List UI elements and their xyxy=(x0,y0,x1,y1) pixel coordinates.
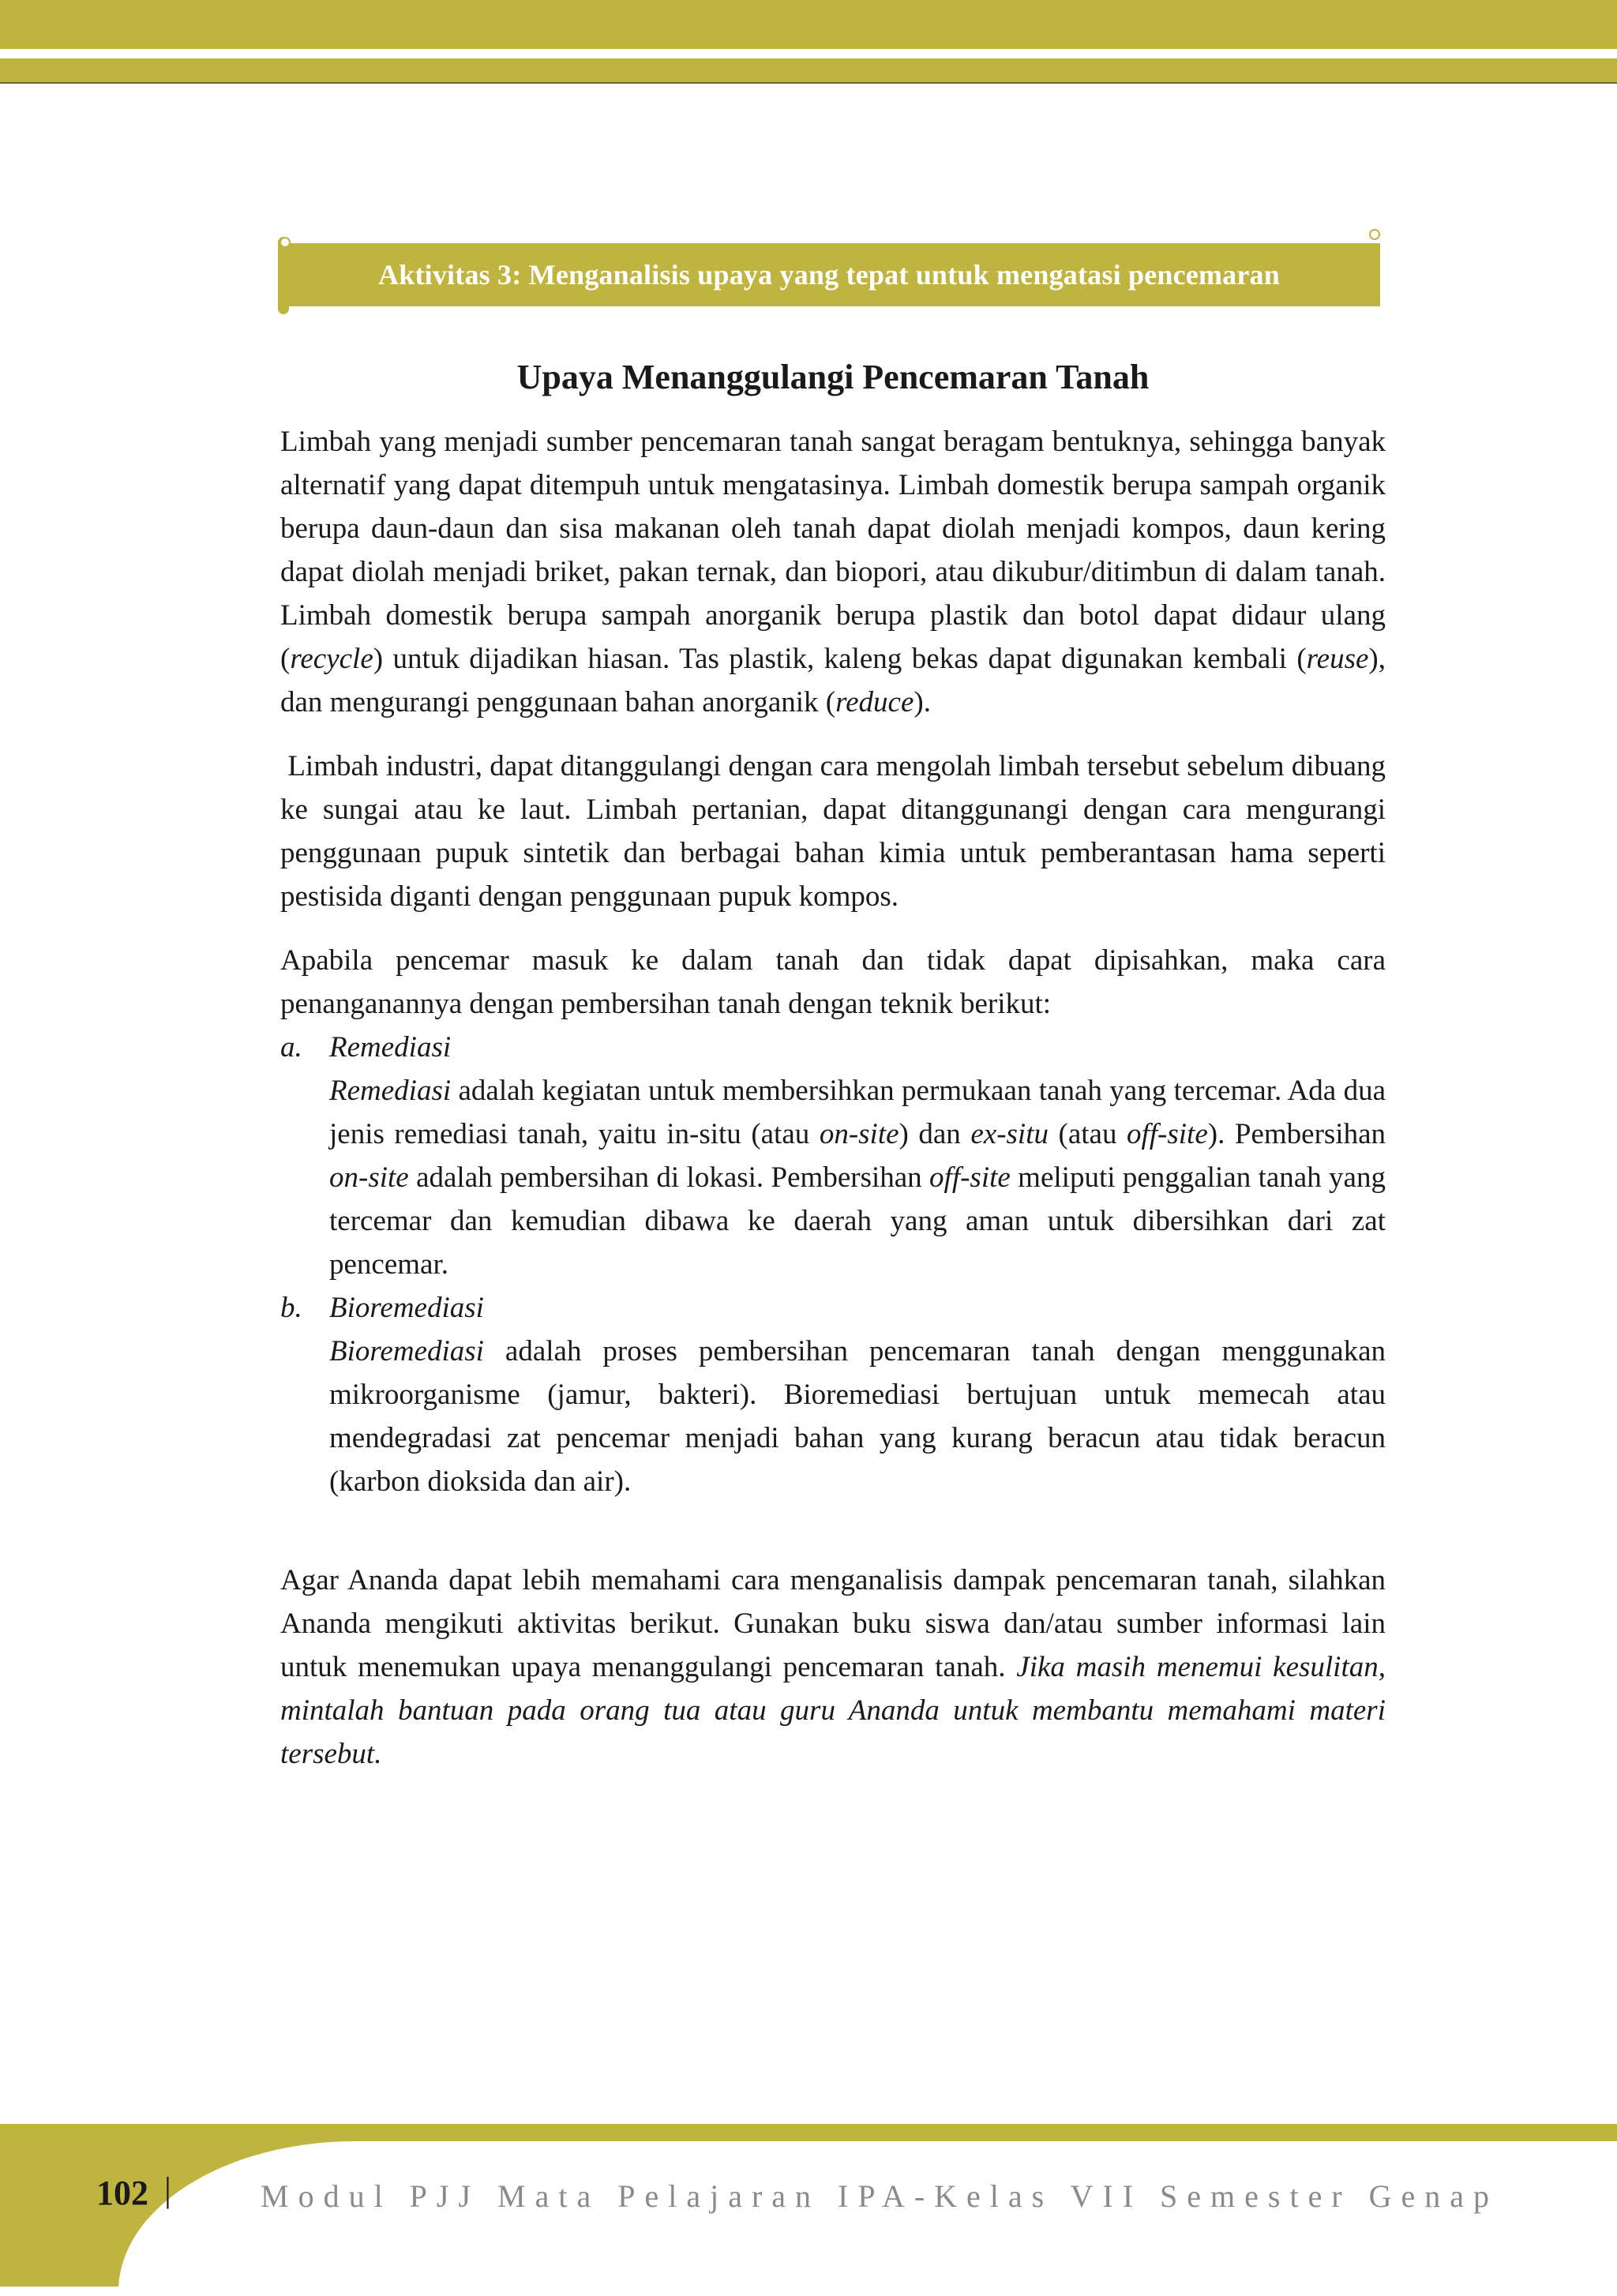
footer-curve xyxy=(118,2141,1617,2296)
scroll-curl-right-decoration xyxy=(1369,229,1380,240)
page-separator: | xyxy=(164,2170,171,2209)
list-item-a-heading xyxy=(280,1026,1386,1069)
scroll-curl-left-decoration xyxy=(280,237,291,248)
italic-note: Jika masih menemui kesulitan, mintalah bantuan pada orang tua atau guru Ananda untuk membantu memahami materi tersebut. xyxy=(280,1651,1386,1770)
text-run: ) dan xyxy=(899,1118,971,1150)
page-number: 102 xyxy=(96,2174,148,2212)
text-run: ), dan mengurangi penggunaan bahan anorganik ( xyxy=(280,643,1386,718)
list-item-b-heading xyxy=(280,1286,1386,1330)
activity-banner xyxy=(278,243,1380,306)
activity-label: Aktivitas 3: Menganalisis upaya yang tepat untuk mengatasi pencemaran xyxy=(378,259,1280,291)
italic-term: on-site xyxy=(329,1161,409,1194)
paragraph-closing xyxy=(280,1559,1386,1776)
italic-term: Remediasi xyxy=(329,1075,452,1107)
text-run: adalah pembersihan di lokasi. Pembersihan xyxy=(408,1161,930,1194)
top-banner xyxy=(0,0,1617,49)
text-run: adalah kegiatan untuk membersihkan permukaan tanah yang tercemar. Ada dua jenis remediasi tanah, yaitu in-situ (atau xyxy=(329,1075,1386,1150)
text-run: Agar Ananda dapat lebih memahami cara menganalisis dampak pencemaran tanah, silahkan Ananda mengikuti aktivitas berikut. Gunakan buku siswa dan/atau sumber informasi lain untuk menemukan upaya menanggulangi pencemaran tanah. xyxy=(280,1564,1386,1683)
list-marker: b. xyxy=(280,1292,302,1324)
top-banner-lower xyxy=(0,58,1617,84)
footer-module-title: Modul PJJ Mata Pelajaran IPA-Kelas VII Semester Genap xyxy=(261,2178,1499,2214)
list-item-a-body xyxy=(329,1069,1386,1286)
text-run: ) untuk dijadikan hiasan. Tas plastik, kaleng bekas dapat digunakan kembali ( xyxy=(373,643,1307,675)
text-run: adalah proses pembersihan pencemaran tanah dengan menggunakan mikroorganisme (jamur, bakteri). Bioremediasi bertujuan untuk memecah atau mendegradasi zat pencemar menjadi bahan yang kurang beracun atau tidak beracun (karbon dioksida dan air). xyxy=(329,1335,1386,1498)
text-run: ). xyxy=(914,686,931,718)
italic-term: on-site xyxy=(819,1118,899,1150)
section-title: Upaya Menanggulangi Pencemaran Tanah xyxy=(516,358,1150,396)
text-run: meliputi penggalian tanah yang tercemar dan kemudian dibawa ke daerah yang aman untuk dibersihkan dari zat pencemar. xyxy=(329,1161,1386,1281)
italic-term: off-site xyxy=(1127,1118,1208,1150)
paragraph-intro xyxy=(280,420,1386,724)
list-item-label: Remediasi xyxy=(329,1031,452,1064)
italic-term: off-site xyxy=(929,1161,1011,1194)
text-run: (atau xyxy=(1048,1118,1127,1150)
list-marker: a. xyxy=(280,1031,302,1064)
text-run: ). Pembersihan xyxy=(1207,1118,1386,1150)
paragraph-techniques: Apabila pencemar masuk ke dalam tanah dan tidak dapat dipisahkan, maka cara penanganannya dengan pembersihan tanah dengan teknik berikut: xyxy=(280,944,1386,1020)
italic-term: reuse xyxy=(1306,643,1369,675)
list-item-b-body xyxy=(329,1330,1386,1503)
italic-term: Bioremediasi xyxy=(329,1335,484,1367)
text-run: Limbah yang menjadi sumber pencemaran tanah sangat beragam bentuknya, sehingga banyak alternatif yang dapat ditempuh untuk mengatasinya. Limbah domestik berupa sampah organik berupa daun-daun dan sisa makanan oleh tanah dapat diolah menjadi kompos, daun kering dapat diolah menjadi briket, pakan ternak, dan biopori, atau dikubur/ditimbun di dalam tanah. Limbah domestik berupa sampah anorganik berupa plastik dan botol dapat didaur ulang ( xyxy=(280,426,1386,675)
list-item-label: Bioremediasi xyxy=(329,1292,484,1324)
italic-term: ex-situ xyxy=(970,1118,1049,1150)
main-content xyxy=(280,420,1394,1796)
italic-term: recycle xyxy=(290,643,373,675)
italic-term: reduce xyxy=(835,686,914,718)
top-banner-stripe xyxy=(0,51,1617,58)
paragraph-industry: Limbah industri, dapat ditanggulangi dengan cara mengolah limbah tersebut sebelum dibuang ke sungai atau ke laut. Limbah pertanian, dapat ditanggunangi dengan cara mengurangi penggunaan pupuk sintetik dan berbagai bahan kimia untuk pemberantasan hama seperti pestisida diganti dengan penggunaan pupuk kompos. xyxy=(280,750,1394,913)
